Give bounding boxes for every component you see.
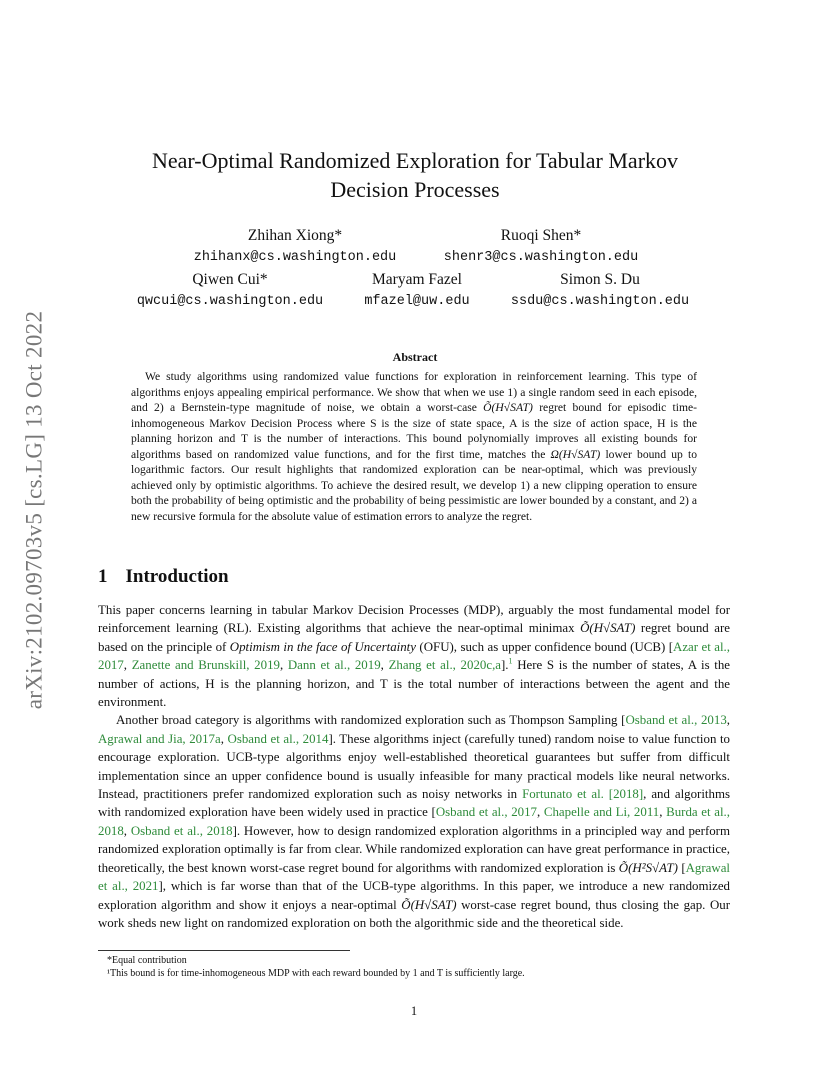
citation-link[interactable]: Osband et al., 2014 — [227, 731, 329, 746]
citation-link[interactable]: Azar et al., 2017 — [98, 639, 731, 673]
paper-title: Near-Optimal Randomized Exploration for Tabular Markov Decision Processes — [151, 148, 679, 202]
abstract-text: We study algorithms using randomized value functions for exploration in reinforcement learning. This type of algorithms enjoys appealing empirical performance. We show that when we use 1) a single random seed in each episode, and 2) a Bernstein-type magnitude of noise, we obtain a worst-case Õ(H√SAT) regret bound for episodic time-inhomogeneous Markov Decision Process where S is the size of state space, A is the size of action space, H is the planning horizon and T is the number of interactions. This bound polynomially improves all existing bounds for algorithms based on randomized value functions, and for the first time, matches the Ω(H√SAT) lower bound up to logarithmic factors. Our result highlights that randomized exploration can be near-optimal, which was previously achieved only by optimistic algorithms. To achieve the desired result, we develop 1) a new clipping operation to ensure both the probability of being optimistic and the probability of being pessimistic are lower bounded by a constant, and 2) a new recursive formula for the absolute value of estimation errors to analyze the regret. — [131, 370, 697, 523]
footnote-equal-contribution: *Equal contribution — [107, 955, 187, 966]
author-block: Maryam Fazel mfazel@uw.edu — [364, 271, 470, 309]
citation-link[interactable]: Zhang et al., 2020c,a — [388, 658, 502, 673]
intro-paragraph-2: Another broad category is algorithms with randomized exploration such as Thompson Sampling [Osband et al., 2013, Agrawal and Jia, 2017a, Osband et al., 2014]. These algorithms inject (carefully tuned) random noise to value function to encourage exploration. UCB-type algorithms enjoy well-established theoretical guarantees but suffer from difficult implementation since an upper confidence bound is usually infeasible for many practical models like neural networks. Instead, practitioners prefer randomized exploration such as noisy networks in Fortunato et al. [2018], and algorithms with randomized exploration have been widely used in practice [Osband et al., 2017, Chapelle and Li, 2011, Burda et al., 2018, Osband et al., 2018]. However, how to design randomized exploration algorithms in a principled way and perform randomized exploration optimally is far from clear. While randomized exploration can have great performance in practice, theoretically, the best known worst-case regret bound for algorithms with randomized exploration is Õ(H²S√AT) [Agrawal et al., 2021], which is far worse than that of the UCB-type algorithms. In this paper, we introduce a new randomized exploration algorithm and show it enjoys a near-optimal Õ(H√SAT) worst-case regret bound, thus closing the gap. Our work sheds new light on randomized exploration on both the algorithmic side and the theoretical side. — [98, 713, 731, 930]
footnotes — [107, 954, 727, 980]
author-block: Ruoqi Shen* shenr3@cs.washington.edu — [443, 227, 639, 265]
citation-link[interactable]: Osband et al., 2018 — [130, 823, 233, 838]
author-block: Qiwen Cui* qwcui@cs.washington.edu — [136, 271, 324, 309]
section-heading: 1 Introduction — [98, 566, 229, 587]
intro-paragraph-1: This paper concerns learning in tabular Markov Decision Processes (MDP), arguably the most fundamental model for reinforcement learning (RL). Existing algorithms that achieve the near-optimal minimax Õ(H√SAT) regret bound are based on the principle of Optimism in the face of Uncertainty (OFU), such as upper confidence bound (UCB) [Azar et al., 2017, Zanette and Brunskill, 2019, Dann et al., 2019, Zhang et al., 2020c,a].$^1$ Here S is the number of states, A is the number of actions, H is the planning horizon, and T is the total number of interactions between the agent and the environment. — [98, 603, 731, 710]
footnote-divider — [98, 950, 350, 951]
arxiv-identifier-stamp: arXiv:2102.09703v5 [cs.LG] 13 Oct 2022 — [21, 310, 47, 710]
page-number: 1 — [410, 1004, 418, 1018]
citation-link[interactable]: Dann et al., 2019 — [287, 658, 381, 673]
citation-link[interactable]: Agrawal et al., 2021 — [98, 860, 731, 894]
introduction-body — [98, 601, 730, 932]
citation-link[interactable]: Osband et al., 2013 — [625, 713, 727, 728]
footnote-marker[interactable]: 1 — [508, 656, 513, 666]
citation-link[interactable]: Agrawal and Jia, 2017a — [98, 731, 221, 746]
citation-link[interactable]: Chapelle and Li, 2011 — [543, 805, 660, 820]
citation-link[interactable]: Fortunato et al. [2018] — [522, 787, 644, 802]
abstract-heading: Abstract — [392, 350, 438, 364]
footnote-1: ¹This bound is for time-inhomogeneous MDP with each reward bounded by 1 and T is sufficiently large. — [107, 968, 525, 979]
citation-link[interactable]: Osband et al., 2017 — [435, 805, 537, 820]
citation-link[interactable]: Burda et al., 2018 — [98, 805, 730, 838]
citation-link[interactable]: Zanette and Brunskill, 2019 — [131, 658, 280, 673]
author-block: Simon S. Du ssdu@cs.washington.edu — [510, 271, 690, 309]
author-block: Zhihan Xiong* zhihanx@cs.washington.edu — [193, 227, 397, 265]
